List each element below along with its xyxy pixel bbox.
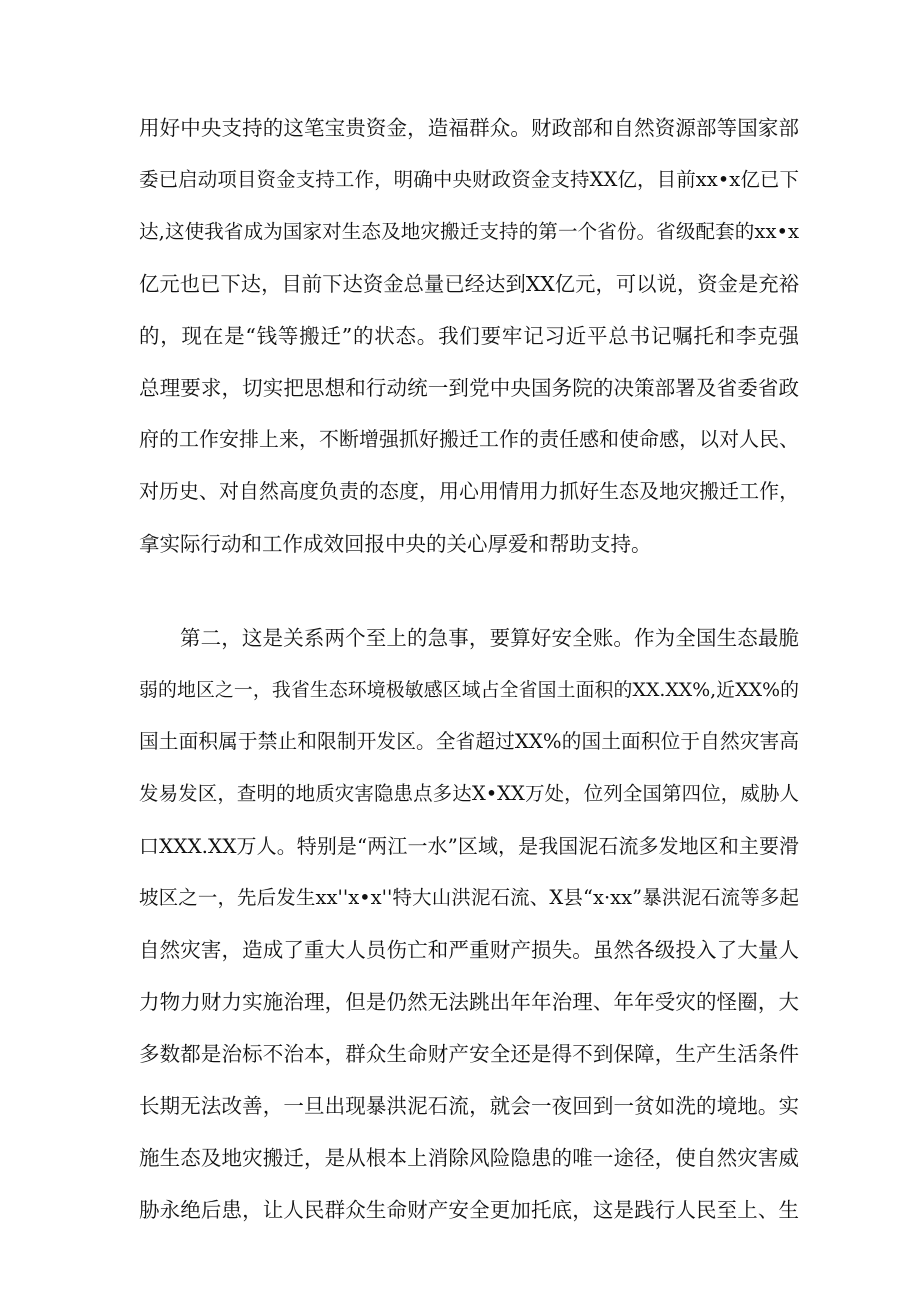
text-line: 口XXX.XX万人。特别是“两江一水”区域，是我国泥石流多发地区和主要滑: [139, 834, 799, 858]
text-line: 达,这使我省成为国家对生态及地灾搬迁支持的第一个省份。省级配套的xx•x: [139, 220, 799, 243]
text-line: 用好中央支持的这笔宝贵资金，造福群众。财政部和自然资源部等国家部: [139, 116, 799, 140]
text-line: 弱的地区之一，我省生态环境极敏感区域占全省国土面积的XX.XX%,近XX%的: [139, 679, 799, 701]
text-line: 委已启动项目资金支持工作，明确中央财政资金支持XX亿，目前xx•x亿已下: [139, 168, 799, 191]
text-line: 对历史、对自然高度负责的态度，用心用情用力抓好生态及地灾搬迁工作，: [139, 480, 799, 503]
text-line: 第二，这是关系两个至上的急事，要算好安全账。作为全国生态最脆: [180, 626, 799, 650]
text-line: 胁永绝后患，让人民群众生命财产安全更加托底，这是践行人民至上、生: [139, 1198, 799, 1222]
text-line: 亿元也已下达，目前下达资金总量已经达到XX亿元，可以说，资金是充裕: [139, 272, 799, 296]
text-line: 府的工作安排上来，不断增强抓好搬迁工作的责任感和使命感，以对人民、: [139, 428, 799, 451]
text-line: 多数都是治标不治本，群众生命财产安全还是得不到保障，生产生活条件: [139, 1042, 799, 1066]
text-line: 国土面积属于禁止和限制开发区。全省超过XX%的国土面积位于自然灾害高: [139, 730, 799, 753]
text-line: 力物力财力实施治理，但是仍然无法跳出年年治理、年年受灾的怪圈，大: [139, 990, 799, 1014]
text-line: 总理要求，切实把思想和行动统一到党中央国务院的决策部署及省委省政: [139, 376, 799, 400]
text-line: 坡区之一，先后发生xx''x•x''特大山洪泥石流、X县“x·xx”暴洪泥石流等多起: [139, 886, 799, 909]
text-line: 的，现在是“钱等搬迁”的状态。我们要牢记习近平总书记嘱托和李克强: [139, 324, 799, 348]
text-line: 长期无法改善，一旦出现暴洪泥石流，就会一夜回到一贫如洗的境地。实: [139, 1094, 799, 1118]
text-line: 拿实际行动和工作成效回报中央的关心厚爱和帮助支持。: [139, 532, 652, 556]
text-line: 自然灾害，造成了重大人员伤亡和严重财产损失。虽然各级投入了大量人: [139, 938, 799, 962]
text-line: 发易发区，查明的地质灾害隐患点多达X•XX万处，位列全国第四位，威胁人: [139, 782, 799, 805]
text-line: 施生态及地灾搬迁，是从根本上消除风险隐患的唯一途径，使自然灾害威: [139, 1146, 799, 1170]
